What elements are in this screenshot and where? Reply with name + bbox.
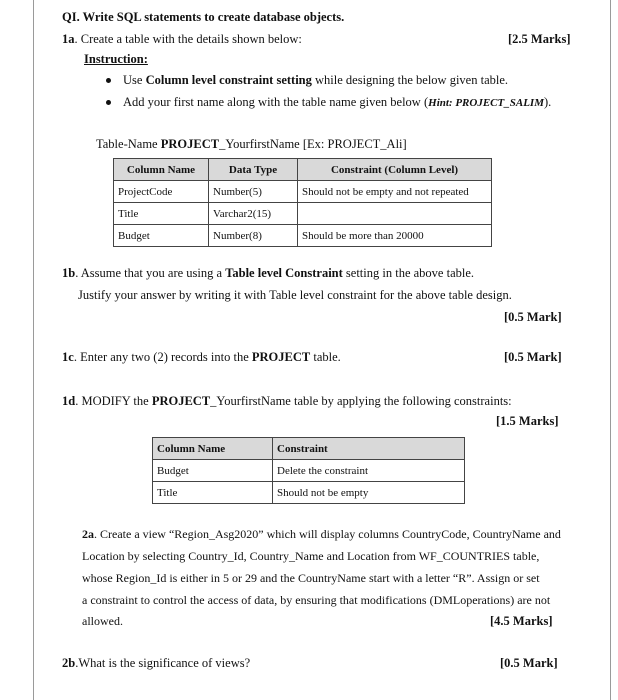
q1c-text: 1c. Enter any two (2) records into the PROJECT table. — [62, 350, 341, 364]
q1a-marks: [2.5 Marks] — [508, 32, 571, 46]
table-row — [114, 225, 492, 247]
table-row — [153, 460, 465, 482]
q1b-line2: Justify your answer by writing it with Table level constraint for the above table design. — [78, 288, 512, 302]
q2b-marks: [0.5 Mark] — [500, 656, 558, 670]
q1a-text: 1a. Create a table with the details shown below: — [62, 32, 302, 46]
modify-constraints-table — [152, 437, 465, 504]
bullet-2: Add your first name along with the table name given below (Hint: PROJECT_SALIM). — [106, 95, 551, 110]
bullet-1: Use Column level constraint setting while designing the below given table. — [106, 73, 508, 88]
instruction-label: Instruction: — [84, 52, 148, 66]
table-name-line: Table-Name PROJECT_YourfirstName [Ex: PROJECT_Ali] — [96, 137, 407, 151]
project-table — [113, 158, 492, 247]
cell: Number(8) — [209, 225, 298, 247]
cell: Budget — [153, 460, 273, 482]
q2a-line5: allowed. — [82, 614, 123, 628]
cell: Number(5) — [209, 181, 298, 203]
q2a-line3: whose Region_Id is either in 5 or 29 and the CountryName start with a letter “R”. Assign or set — [82, 571, 540, 585]
header-data-type: Data Type — [209, 159, 298, 181]
document-page — [33, 0, 611, 700]
q2b-text: 2b.What is the significance of views? — [62, 656, 251, 670]
cell: Title — [153, 482, 273, 504]
cell — [298, 203, 492, 225]
header-constraint: Constraint (Column Level) — [298, 159, 492, 181]
q1d-text: 1d. MODIFY the PROJECT_YourfirstName table by applying the following constraints: — [62, 394, 512, 408]
cell: Title — [114, 203, 209, 225]
cell: Should be more than 20000 — [298, 225, 492, 247]
cell: ProjectCode — [114, 181, 209, 203]
header-constraint: Constraint — [273, 438, 465, 460]
cell: Delete the constraint — [273, 460, 465, 482]
cell: Should not be empty and not repeated — [298, 181, 492, 203]
q2a-line1: 2a. Create a view “Region_Asg2020” which will display columns CountryCode, CountryName and — [82, 527, 561, 541]
cell: Budget — [114, 225, 209, 247]
question-title: QI. Write SQL statements to create database objects. — [62, 10, 345, 24]
header-column-name: Column Name — [153, 438, 273, 460]
header-column-name: Column Name — [114, 159, 209, 181]
q2a-marks: [4.5 Marks] — [490, 614, 553, 628]
table-row — [114, 181, 492, 203]
cell: Varchar2(15) — [209, 203, 298, 225]
q2a-line2: Location by selecting Country_Id, Country_Name and Location from WF_COUNTRIES table, — [82, 549, 540, 563]
table-row — [153, 482, 465, 504]
q1b-text: 1b. Assume that you are using a Table level Constraint setting in the above table. — [62, 266, 475, 280]
q1d-marks: [1.5 Marks] — [496, 414, 559, 428]
table-row — [114, 203, 492, 225]
bullet-dot-icon — [106, 100, 111, 105]
q1b-marks: [0.5 Mark] — [504, 310, 562, 324]
table-header-row — [153, 438, 465, 460]
bullet-dot-icon — [106, 78, 111, 83]
q2a-line4: a constraint to control the access of data, by ensuring that modifications (DMLoperations) are not — [82, 593, 551, 607]
cell: Should not be empty — [273, 482, 465, 504]
q1c-marks: [0.5 Mark] — [504, 350, 562, 364]
table-header-row — [114, 159, 492, 181]
